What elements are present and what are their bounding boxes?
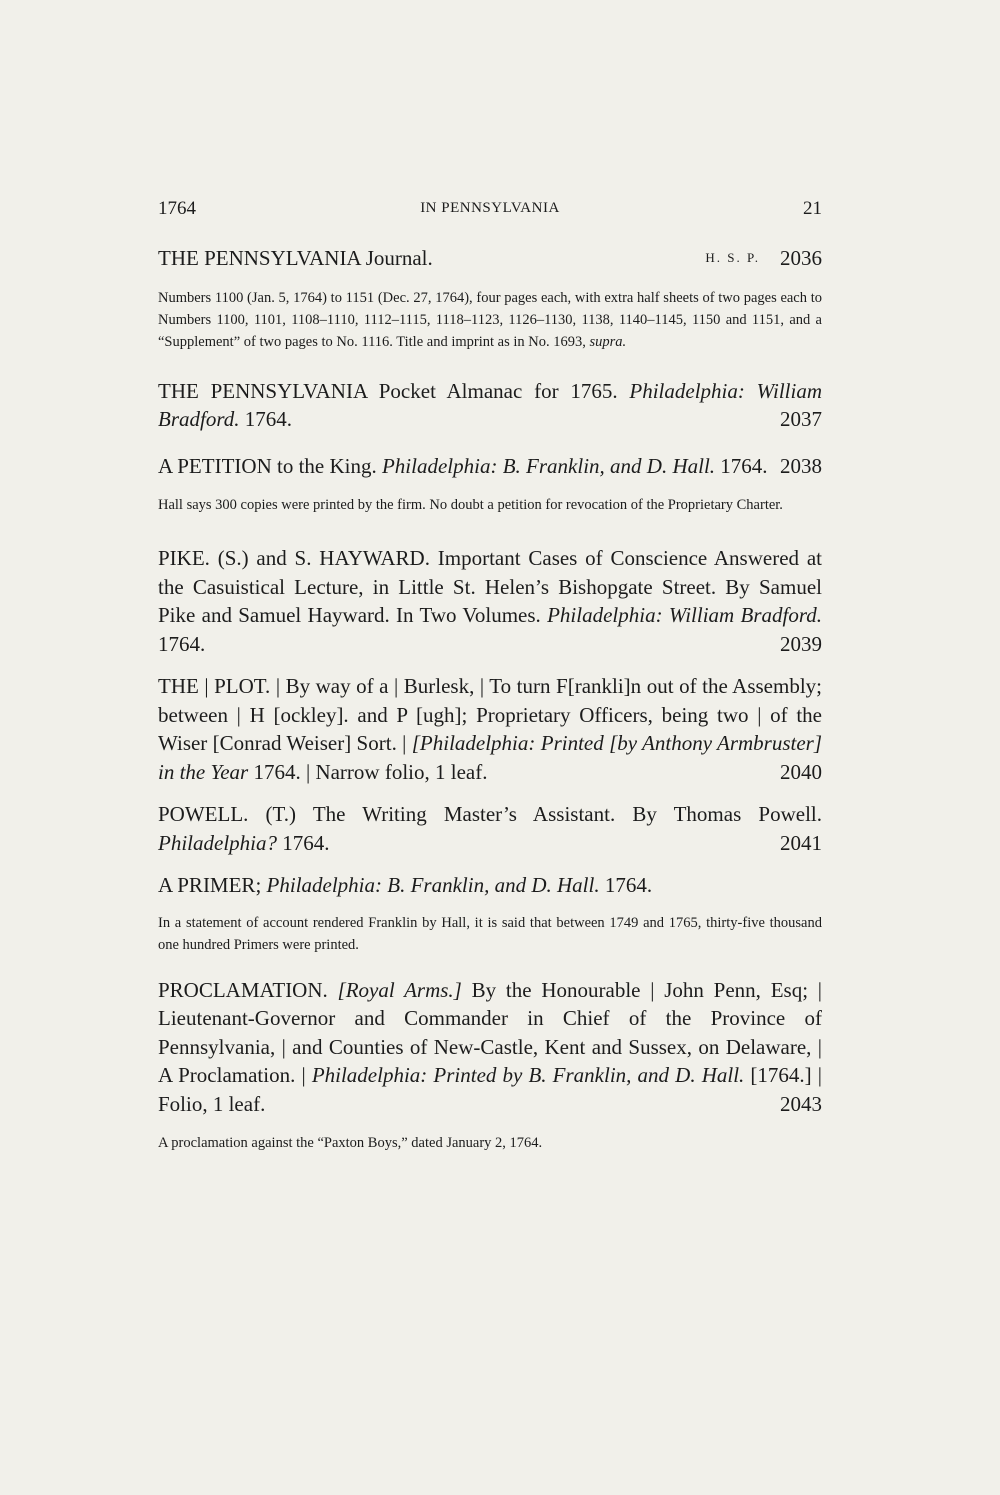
entry-number: 2037 — [780, 407, 822, 431]
note-text: Numbers 1100 (Jan. 5, 1764) to 1151 (Dec. 27, 1764), four pages each, with extra half sheets of two pages each to Numbers 1100, 1101, 1108–1110, 1112–1115, 1118–1123, 1126–1130, 1138, 1140–1145, 1150 and 1151, and a “Supplement” of two pages to No. 1116. Title and imprint as in No. 1693, — [158, 289, 822, 350]
entry-2039-text — [158, 544, 822, 658]
entry-date: 1764. — [158, 631, 206, 656]
entry-number: 2039 — [780, 631, 822, 656]
entry-title: A PETITION to the King. — [158, 453, 377, 478]
entry-2041 — [158, 800, 822, 857]
entry-number: 2043 — [780, 1091, 822, 1116]
entry-2043-text — [158, 976, 822, 1119]
entry-title: POWELL. (T.) The Writing Master’s Assistant. By Thomas Powell. — [158, 802, 822, 826]
page — [158, 198, 822, 1154]
entry-imprint: [Philadelphia: Printed [by Anthony Armbruster] in the Year — [158, 731, 822, 784]
entry-number: 2036 — [780, 246, 822, 270]
entry-imprint: Philadelphia: B. Franklin, and D. Hall. — [266, 873, 600, 897]
entry-2036-heading — [158, 244, 822, 273]
entry-date: 1764. — [720, 453, 768, 478]
entry-2036-note — [158, 287, 822, 353]
entry-date: 1764. — [244, 407, 292, 431]
entry-title: By the Honourable | John Penn, Esq; | Lieutenant-Governor and Commander in Chief of the Province of Pennsylvania, | and Counties of New-Castle, Kent and Sussex, on Delaware, | A Proclamation. | — [158, 977, 823, 1087]
entry-title: THE PENNSYLVANIA Pocket Almanac for 1765. — [158, 378, 618, 403]
entry-2037-text — [158, 377, 822, 434]
entry-2040 — [158, 672, 822, 786]
entry-imprint: Philadelphia: William Bradford. — [547, 603, 823, 627]
entry-date: 1764. — [604, 873, 653, 897]
entry-number: 2040 — [780, 759, 822, 784]
entry-title-lead: PROCLAMATION. — [158, 977, 328, 1002]
entry-2043-note: A proclamation against the “Paxton Boys,” dated January 2, 1764. — [158, 1135, 543, 1151]
running-head — [158, 198, 822, 228]
note-supra: supra. — [589, 333, 627, 350]
entry-number: 2041 — [780, 830, 822, 855]
entry-date: 1764. | Narrow folio, 1 leaf. — [253, 759, 488, 784]
entry-2038-note: Hall says 300 copies were printed by the firm. No doubt a petition for revocation of the Proprietary Charter. — [158, 497, 783, 513]
entry-imprint: Philadelphia? — [158, 830, 277, 855]
entry-2038-text — [158, 452, 822, 481]
entry-2043 — [158, 976, 822, 1155]
entry-2036 — [158, 244, 822, 353]
entry-title: PIKE. (S.) and S. HAYWARD. Important Cases of Conscience Answered at the Casuistical Lecture, in Little St. Helen’s Bishopgate Street. By Samuel Pike and Samuel Hayward. In Two Volumes. — [158, 546, 822, 627]
entry-imprint: Philadelphia: Printed by B. Franklin, and D. Hall. — [311, 1063, 745, 1087]
entry-2038 — [158, 452, 822, 517]
entry-2041-text — [158, 800, 822, 857]
entry-title: THE | PLOT. | By way of a | Burlesk, | To turn F[rankli]n out of the Assembly; between | H [ockley]. and P [ugh]; Proprietary Officers, being two | of the Wiser [Conrad Weiser] Sort. | — [158, 674, 822, 755]
entry-2040-text — [158, 672, 822, 786]
entry-date: 1764. — [282, 830, 330, 855]
entry-title: A PRIMER; — [158, 873, 262, 897]
entry-number: 2038 — [780, 453, 822, 478]
entry-primer-note: In a statement of account rendered Franklin by Hall, it is said that between 1749 and 1765, thirty-five thousand one hundred Primers were printed. — [158, 914, 822, 953]
entry-2037 — [158, 377, 822, 434]
page-number: 21 — [803, 198, 822, 219]
entry-title: THE PENNSYLVANIA Journal. — [158, 246, 433, 270]
entry-primer — [158, 871, 822, 956]
entry-date: [1764.] | Folio, 1 leaf. — [158, 1063, 822, 1116]
location-code: H. S. P. — [705, 250, 760, 265]
entry-primer-text — [158, 871, 822, 900]
running-head-year: 1764 — [158, 198, 196, 219]
entry-imprint: Philadelphia: William Bradford. — [158, 378, 822, 431]
entry-2039 — [158, 544, 822, 658]
entry-imprint: Philadelphia: B. Franklin, and D. Hall. — [381, 453, 716, 478]
running-head-title: IN PENNSYLVANIA — [420, 200, 560, 216]
entry-title-italic: [Royal Arms.] — [337, 977, 462, 1002]
